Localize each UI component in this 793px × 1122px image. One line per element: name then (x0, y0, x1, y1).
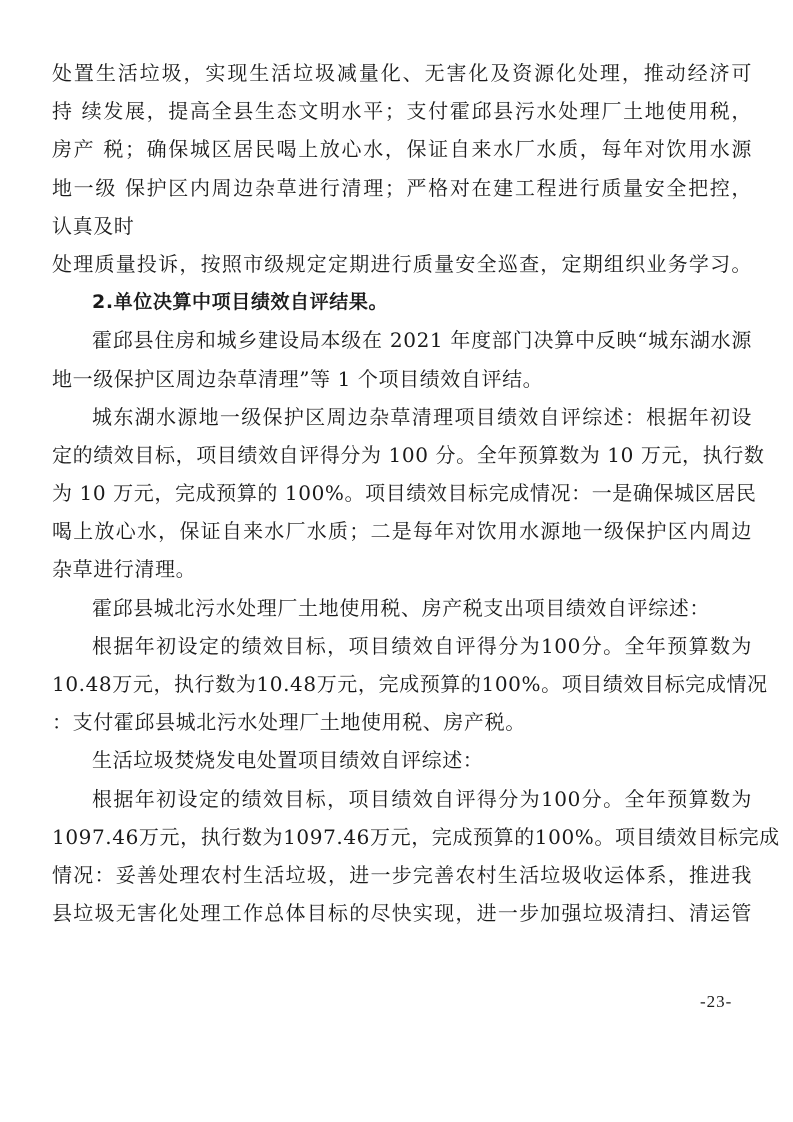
body-text-line: 认真及时 (52, 213, 135, 238)
body-text-line: 霍邱县城北污水处理厂土地使用税、房产税支出项目绩效自评综述： (92, 595, 710, 620)
body-text-line: 地一级 保护区内周边杂草进行清理；严格对在建工程进行质量安全把控， (52, 175, 752, 200)
document-page (52, 54, 780, 932)
body-text-line: 杂草进行清理。 (52, 557, 197, 582)
body-text-line: 根据年初设定的绩效目标，项目绩效自评得分为100分。全年预算数为 (92, 786, 752, 811)
body-text-line: 霍邱县住房和城乡建设局本级在 2021 年度部门决算中反映“城东湖水源 (92, 328, 752, 353)
body-text-line: 地一级保护区周边杂草清理”等 1 个项目绩效自评结。 (52, 366, 544, 391)
body-text-line: ：支付霍邱县城北污水处理厂土地使用税、房产税。 (52, 710, 526, 735)
body-text-line: 为 10 万元，完成预算的 100%。项目绩效目标完成情况：一是确保城区居民 (52, 481, 757, 506)
page-number: -23- (700, 992, 733, 1011)
body-text-line: 1097.46万元，执行数为1097.46万元，完成预算的100%。项目绩效目标完成 (52, 824, 780, 849)
body-text-line: 喝上放心水，保证自来水厂水质；二是每年对饮用水源地一级保护区内周边 (52, 519, 752, 544)
body-text-line: 根据年初设定的绩效目标，项目绩效自评得分为100分。全年预算数为 (92, 633, 752, 658)
body-text-line: 持 续发展，提高全县生态文明水平；支付霍邱县污水处理厂土地使用税， (52, 99, 752, 124)
body-text-line: 定的绩效目标，项目绩效自评得分为 100 分。全年预算数为 10 万元，执行数 (52, 442, 765, 467)
section-heading: 2.单位决算中项目绩效自评结果。 (92, 291, 389, 314)
body-text-line: 生活垃圾焚烧发电处置项目绩效自评综述： (92, 748, 484, 773)
body-text-line: 情况：妥善处理农村生活垃圾，进一步完善农村生活垃圾收运体系，推进我 (52, 862, 752, 887)
body-text-line: 10.48万元，执行数为10.48万元，完成预算的100%。项目绩效目标完成情况 (52, 672, 768, 696)
body-text-line: 处理质量投诉，按照市级规定定期进行质量安全巡查，定期组织业务学习。 (52, 251, 752, 276)
body-text-line: 房产 税；确保城区居民喝上放心水，保证自来水厂水质，每年对饮用水源 (52, 137, 752, 162)
body-text-line: 县垃圾无害化处理工作总体目标的尽快实现，进一步加强垃圾清扫、清运管 (52, 901, 752, 926)
body-text-line: 处置生活垃圾，实现生活垃圾减量化、无害化及资源化处理，推动经济可 (52, 61, 752, 85)
body-text-line: 城东湖水源地一级保护区周边杂草清理项目绩效自评综述：根据年初设 (92, 404, 752, 429)
